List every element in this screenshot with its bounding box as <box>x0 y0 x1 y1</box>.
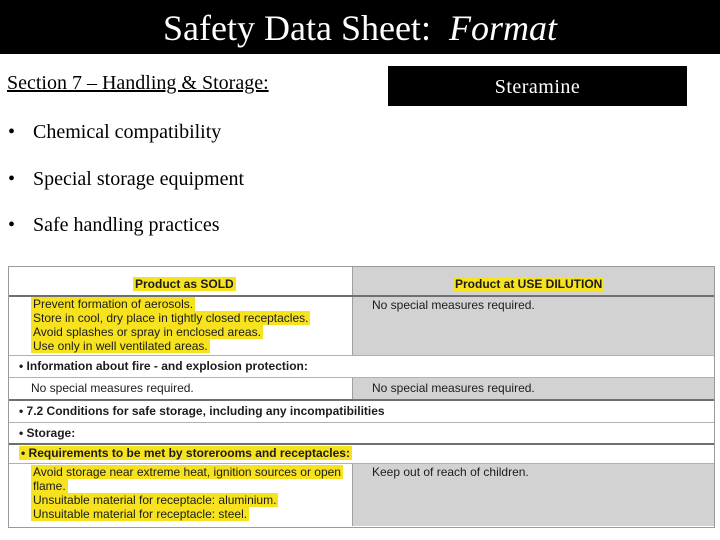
bullet-dot: • <box>8 167 16 190</box>
slide-title <box>0 0 720 54</box>
storage-sold-cell <box>9 464 353 526</box>
title-main: Safety Data Sheet: <box>163 8 431 48</box>
product-name-box <box>388 66 687 106</box>
fire-sold-text: No special measures required. <box>31 381 194 395</box>
bullet-text: Special storage equipment <box>33 167 245 190</box>
conditions-heading: • 7.2 Conditions for safe storage, including any incompatibilities <box>19 404 385 418</box>
header-sold: Product as SOLD <box>135 277 234 291</box>
sold-handling-line: Store in cool, dry place in tightly closed receptacles. <box>33 311 309 325</box>
table-row-conditions <box>9 401 714 422</box>
sold-handling-line: Avoid splashes or spray in enclosed areas. <box>33 325 261 339</box>
table-row-storage <box>9 423 714 443</box>
bullet-item <box>8 118 244 165</box>
product-name: Steramine <box>494 76 581 98</box>
bullet-item <box>8 165 244 212</box>
fire-use-text: No special measures required. <box>372 381 535 395</box>
sold-storage-line: Unsuitable material for receptacle: steel. <box>33 507 248 521</box>
sold-storage-line: Unsuitable material for receptacle: aluminium. <box>33 493 277 507</box>
bullet-dot: • <box>8 121 16 143</box>
table-row-handling <box>9 297 714 355</box>
sold-storage-line: flame. <box>33 479 66 493</box>
use-handling-text: No special measures required. <box>372 298 535 312</box>
section-heading: Section 7 – Handling & Storage: <box>7 72 269 94</box>
handling-sold-cell <box>9 297 353 355</box>
table-row-storage-values <box>9 464 714 526</box>
bullet-list <box>8 118 244 258</box>
storage-use-cell <box>353 464 714 526</box>
fire-heading: • Information about fire - and explosion protection: <box>19 359 308 373</box>
use-storage-text: Keep out of reach of children. <box>372 465 529 479</box>
storage-heading: • Storage: <box>19 426 76 440</box>
bullet-item <box>8 211 244 258</box>
requirements-heading: • Requirements to be met by storerooms and receptacles: <box>21 446 350 460</box>
header-cell-use <box>353 267 714 295</box>
table-row-fire <box>9 378 714 399</box>
sds-excerpt-table <box>8 266 715 528</box>
bullet-text: Safe handling practices <box>33 214 220 236</box>
bullet-text: Chemical compatibility <box>33 121 222 143</box>
sold-handling-line: Use only in well ventilated areas. <box>33 339 208 353</box>
table-row-fire-heading <box>9 356 714 377</box>
sold-storage-line: Avoid storage near extreme heat, ignition sources or open <box>33 465 341 479</box>
header-cell-sold <box>9 267 353 295</box>
table-header-row <box>9 267 714 295</box>
handling-use-cell <box>353 297 714 355</box>
header-use: Product at USE DILUTION <box>455 277 603 291</box>
title-italic: Format <box>448 8 557 48</box>
bullet-dot: • <box>8 214 16 236</box>
table-row-requirements <box>9 445 714 463</box>
sold-handling-line: Prevent formation of aerosols. <box>33 297 194 311</box>
